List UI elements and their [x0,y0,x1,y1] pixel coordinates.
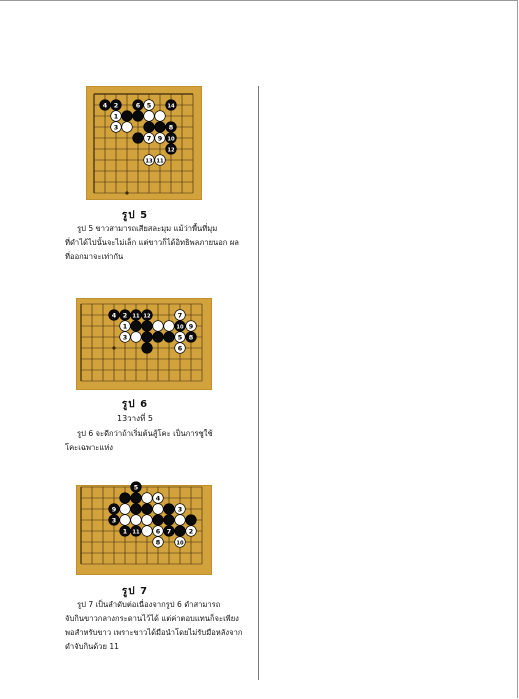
move-number: 9 [111,505,117,514]
black-stone [109,504,120,515]
figure-6-description [65,427,255,455]
figure-caption-6: รูป 6 [121,399,149,410]
black-stone [175,526,186,537]
text-line: ดำจับกินด้วย 11 [65,642,119,651]
text-line: ที่ดำได้ไปนั้นจะไม่เล็ก แต่ขาวก็ได้อิทธิพลภายนอก ผล [65,238,239,247]
white-stone [111,122,122,133]
black-stone [133,111,144,122]
move-number: 3 [111,516,117,525]
black-stone [120,493,131,504]
black-stone [166,122,177,133]
move-number: 6 [155,527,161,536]
black-stone [155,122,166,133]
move-number: 3 [177,505,183,514]
black-stone [131,504,142,515]
move-number: 11 [132,529,140,536]
black-stone [131,321,142,332]
move-number: 8 [155,538,161,547]
white-stone [153,504,164,515]
black-stone [164,504,175,515]
move-number: 8 [188,333,194,342]
white-stone [111,111,122,122]
move-number: 12 [167,147,175,154]
white-stone [164,321,175,332]
move-number: 1 [122,527,128,536]
move-number: 11 [156,158,164,165]
black-stone [109,310,120,321]
white-stone [142,515,153,526]
white-stone [122,122,133,133]
black-stone [164,526,175,537]
text-line: รูป 7 เป็นลำดับต่อเนื่องจากรูป 6 ดำสามารถ [77,600,221,609]
move-number: 8 [168,123,174,132]
figure-caption-5: รูป 5 [121,210,149,221]
move-number: 12 [143,313,151,320]
go-board-figure-5 [86,86,202,200]
black-stone [166,133,177,144]
white-stone [155,155,166,166]
black-stone [142,321,153,332]
move-number: 4 [111,311,117,320]
white-stone [142,526,153,537]
black-stone [133,100,144,111]
white-stone [142,493,153,504]
move-number: 4 [102,101,108,110]
black-stone [164,332,175,343]
white-stone [120,504,131,515]
move-number: 6 [177,344,183,353]
white-stone [144,111,155,122]
white-stone [175,332,186,343]
move-number: 9 [157,134,163,143]
white-stone [175,504,186,515]
white-stone [175,343,186,354]
black-stone [175,321,186,332]
move-number: 5 [146,101,152,110]
move-number: 5 [133,483,139,492]
go-board-diagram-7 [76,485,212,575]
white-stone [153,321,164,332]
white-stone [144,155,155,166]
move-number: 10 [167,136,175,143]
move-number: 7 [166,527,172,536]
move-number: 4 [155,494,161,503]
black-stone [166,100,177,111]
black-stone [142,504,153,515]
black-stone [131,482,142,493]
white-stone [131,515,142,526]
black-stone [186,332,197,343]
text-line: รูป 5 ขาวสามารถเสียสละมุม แม้ว่าพื้นที่มุม [77,224,218,233]
black-stone [111,100,122,111]
figure-caption-7: รูป 7 [121,586,149,597]
move-number: 14 [167,103,175,110]
move-number: 2 [188,527,194,536]
white-stone [155,111,166,122]
black-stone [142,343,153,354]
white-stone [144,133,155,144]
figure-7-description [65,598,255,654]
move-number: 9 [188,322,194,331]
move-number: 13 [145,158,153,165]
move-number: 7 [146,134,152,143]
move-number: 5 [177,333,183,342]
white-stone [186,526,197,537]
black-stone [166,144,177,155]
black-stone [164,515,175,526]
black-stone [109,515,120,526]
white-stone [120,515,131,526]
white-stone [175,537,186,548]
black-stone [120,526,131,537]
text-line: โคะเฉพาะแห่ง [65,443,113,452]
black-stone [122,111,133,122]
black-stone [142,310,153,321]
column-divider [258,86,259,680]
go-board-diagram-6 [76,298,212,390]
black-stone [153,515,164,526]
go-board-figure-7 [76,485,212,575]
move-number: 1 [122,322,128,331]
text-line: ที่ออกมาจะเท่ากัน [65,252,124,261]
text-line: จับกินขาวกลางกระดานไว้ได้ แต่ค่าตอบแทนก็จะเพียง [65,614,239,623]
white-stone [120,332,131,343]
text-line: พอสำหรับขาว เพราะขาวได้มือนำโดยไม่รับมือหลังจาก [65,628,243,637]
move-number: 7 [177,311,183,320]
move-number: 2 [122,311,128,320]
black-stone [186,515,197,526]
black-stone [144,122,155,133]
black-stone [153,332,164,343]
figure-5-description [65,222,255,264]
move-number: 10 [176,540,184,547]
white-stone [120,321,131,332]
white-stone [153,537,164,548]
move-number: 6 [135,101,141,110]
black-stone [142,332,153,343]
text-line: รูป 6 จะดีกว่าถ้าเริ่มต้นสู้โคะ เป็นการชูใช้ [77,429,213,438]
move-number: 2 [113,101,119,110]
white-stone [175,310,186,321]
black-stone [100,100,111,111]
figure-6-note: 13วางที่ 5 [117,414,153,423]
white-stone [131,332,142,343]
move-number: 10 [176,324,184,331]
black-stone [120,310,131,321]
move-number: 3 [113,123,119,132]
star-point [112,346,115,349]
go-board-diagram-5 [86,86,202,200]
black-stone [133,133,144,144]
black-stone [131,310,142,321]
move-number: 1 [113,112,119,121]
black-stone [131,493,142,504]
move-number: 3 [122,333,128,342]
move-number: 11 [132,313,140,320]
white-stone [186,321,197,332]
white-stone [153,493,164,504]
go-board-figure-6 [76,298,212,390]
white-stone [175,515,186,526]
black-stone [131,526,142,537]
star-point [125,191,128,194]
white-stone [153,526,164,537]
white-stone [144,100,155,111]
white-stone [155,133,166,144]
